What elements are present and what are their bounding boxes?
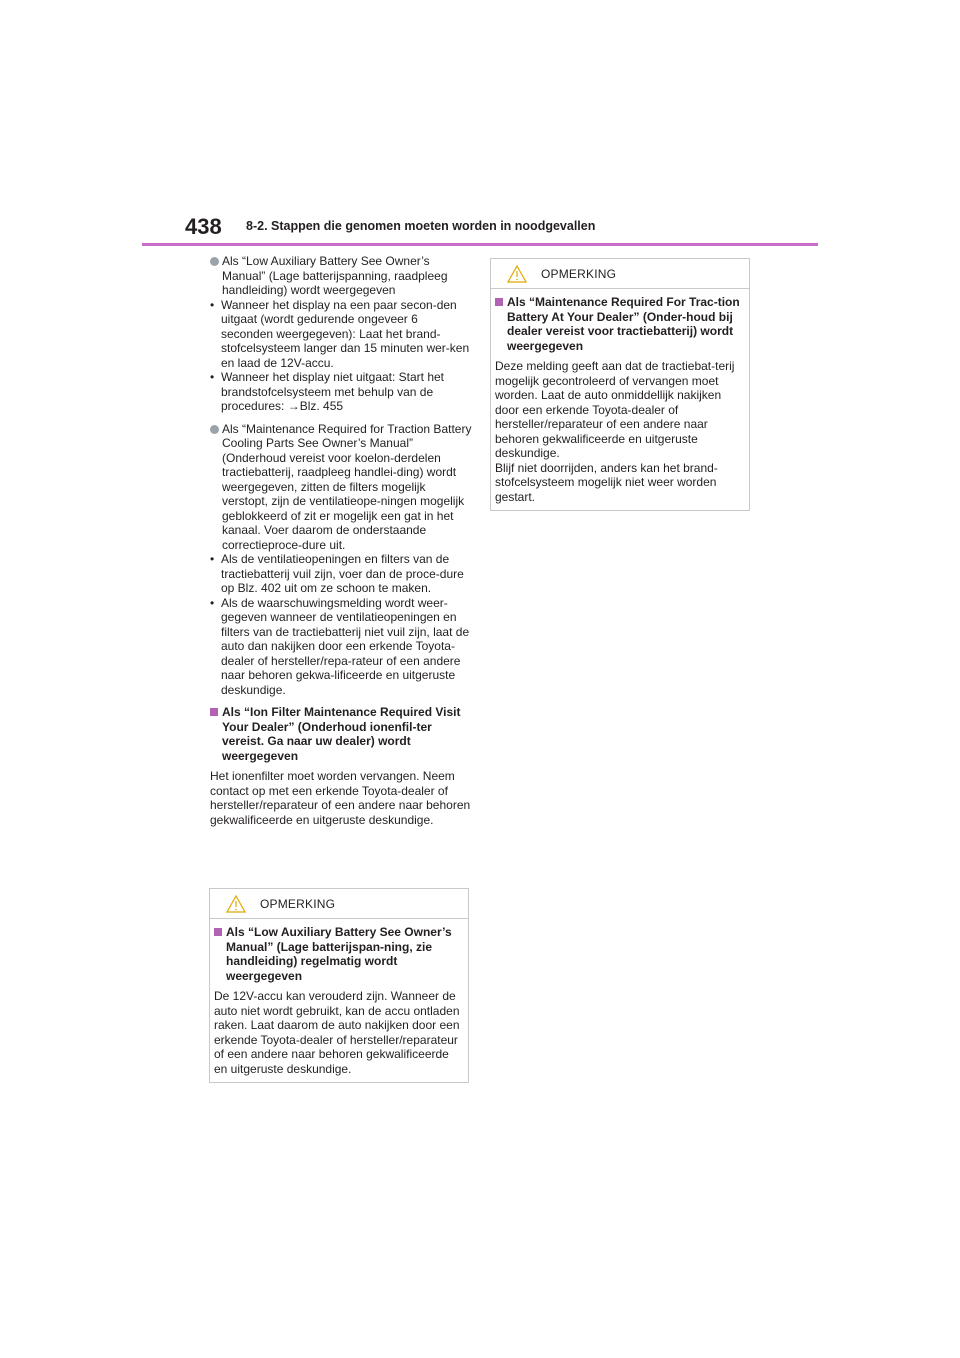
sub-item: • Wanneer het display niet uitgaat: Start het brandstofcelsysteem met behulp van de procedures: →Blz. 455 xyxy=(210,370,445,413)
bullet-icon: • xyxy=(210,552,215,566)
left-column xyxy=(210,254,472,833)
item-text: Het ionenfilter moet worden vervangen. Neem contact op met een erkende Toyota-dealer of hersteller/reparateur of een andere naar behoren gekwalificeerde en uitgeruste deskundige. xyxy=(210,769,471,827)
bullet-icon: • xyxy=(210,370,215,384)
sub-item: • Als de ventilatieopeningen en filters van de tractiebatterij vuil zijn, voer dan de proce-dure op Blz. 402 uit om ze schoon te maken. xyxy=(210,552,464,595)
note-header xyxy=(491,259,749,289)
bullet-icon: • xyxy=(210,595,215,610)
bullet-icon: • xyxy=(210,297,215,312)
list-item xyxy=(210,254,472,414)
note-text: De 12V-accu kan verouderd zijn. Wanneer de auto niet wordt gebruikt, kan de accu ontladen raken. Laat daarom de auto nakijken door een erkende Toyota-dealer of hersteller/reparateur of een andere naar behoren gekwalificeerde en uitgeruste deskundige. xyxy=(214,989,460,1076)
list-item xyxy=(210,705,472,763)
note-body xyxy=(210,919,468,1082)
note-title: OPMERKING xyxy=(260,897,336,911)
circle-bullet-icon xyxy=(210,257,219,266)
header-rule xyxy=(142,243,818,246)
warning-icon xyxy=(507,265,527,283)
note-box-left xyxy=(209,888,469,1083)
note-text-2: Blijf niet doorrijden, anders kan het brand-stofcelsysteem mogelijk niet weer worden gestart. xyxy=(495,460,718,504)
section-title: 8-2. Stappen die genomen moeten worden in noodgevallen xyxy=(246,219,596,233)
square-bullet-icon xyxy=(214,928,222,936)
item-title: Als “Maintenance Required for Traction Battery Cooling Parts See Owner’s Manual” (Onderhoud vereist voor koelon-derdelen tractiebatterij, raadpleeg handlei-ding) wordt weergegeven, zitten de filters mogelijk verstopt, zijn de ventilatieope-ningen mogelijk geblokkeerd of zit er mogelijk een gat in het kanaal. Voer daarom de onderstaande correctieproce-dure uit. xyxy=(222,421,472,552)
item-title: Als “Low Auxiliary Battery See Owner’s Manual” (Lage batterijspanning, raadpleeg handleiding) wordt weergegeven xyxy=(222,254,448,297)
note-header xyxy=(210,889,468,919)
note-heading: Als “Low Auxiliary Battery See Owner’s Manual” (Lage batterijspan-ning, zie handleiding) regelmatig wordt weergegeven xyxy=(226,925,452,983)
warning-icon xyxy=(226,895,246,913)
sub-item: • Wanneer het display na een paar secon-den uitgaat (wordt gedurende ongeveer 6 seconden weergegeven): Laat het brand-stofcelsysteem langer dan 15 minuten wer-ken en laad de 12V-accu. xyxy=(210,297,470,370)
note-text: Deze melding geeft aan dat de tractiebat-terij mogelijk gecontroleerd of vervangen moet worden. Laat de auto onmiddellijk nakijken door een erkende Toyota-dealer of hersteller/reparateur of een andere naar behoren gekwalificeerde en uitgeruste deskundige. xyxy=(495,359,735,460)
note-heading-item xyxy=(495,295,742,353)
item-heading: Als “Ion Filter Maintenance Required Visit Your Dealer” (Onderhoud ionenfil-ter vereist. Ga naar uw dealer) wordt weergegeven xyxy=(222,705,461,763)
square-bullet-icon xyxy=(210,708,218,716)
sub-item: • Als de waarschuwingsmelding wordt weer-gegeven wanneer de ventilatieopeningen en filters van de tractiebatterij niet vuil zijn, laat de auto dan nakijken door een erkende Toyota-dealer of hersteller/repa-rateur of een andere naar behoren gekwa-lificeerde en uitgeruste deskundige. xyxy=(210,595,470,697)
note-heading: Als “Maintenance Required For Trac-tion Battery At Your Dealer” (Onder-houd bij dealer vereist voor tractiebatterij) wordt weergegeven xyxy=(507,295,740,353)
note-title: OPMERKING xyxy=(541,267,617,281)
note-heading-item xyxy=(214,925,461,983)
page-number: 438 xyxy=(185,214,222,239)
page-header xyxy=(0,0,960,250)
note-box-right xyxy=(490,258,750,511)
note-body xyxy=(491,289,749,510)
list-item xyxy=(210,422,472,698)
square-bullet-icon xyxy=(495,298,503,306)
circle-bullet-icon xyxy=(210,425,219,434)
